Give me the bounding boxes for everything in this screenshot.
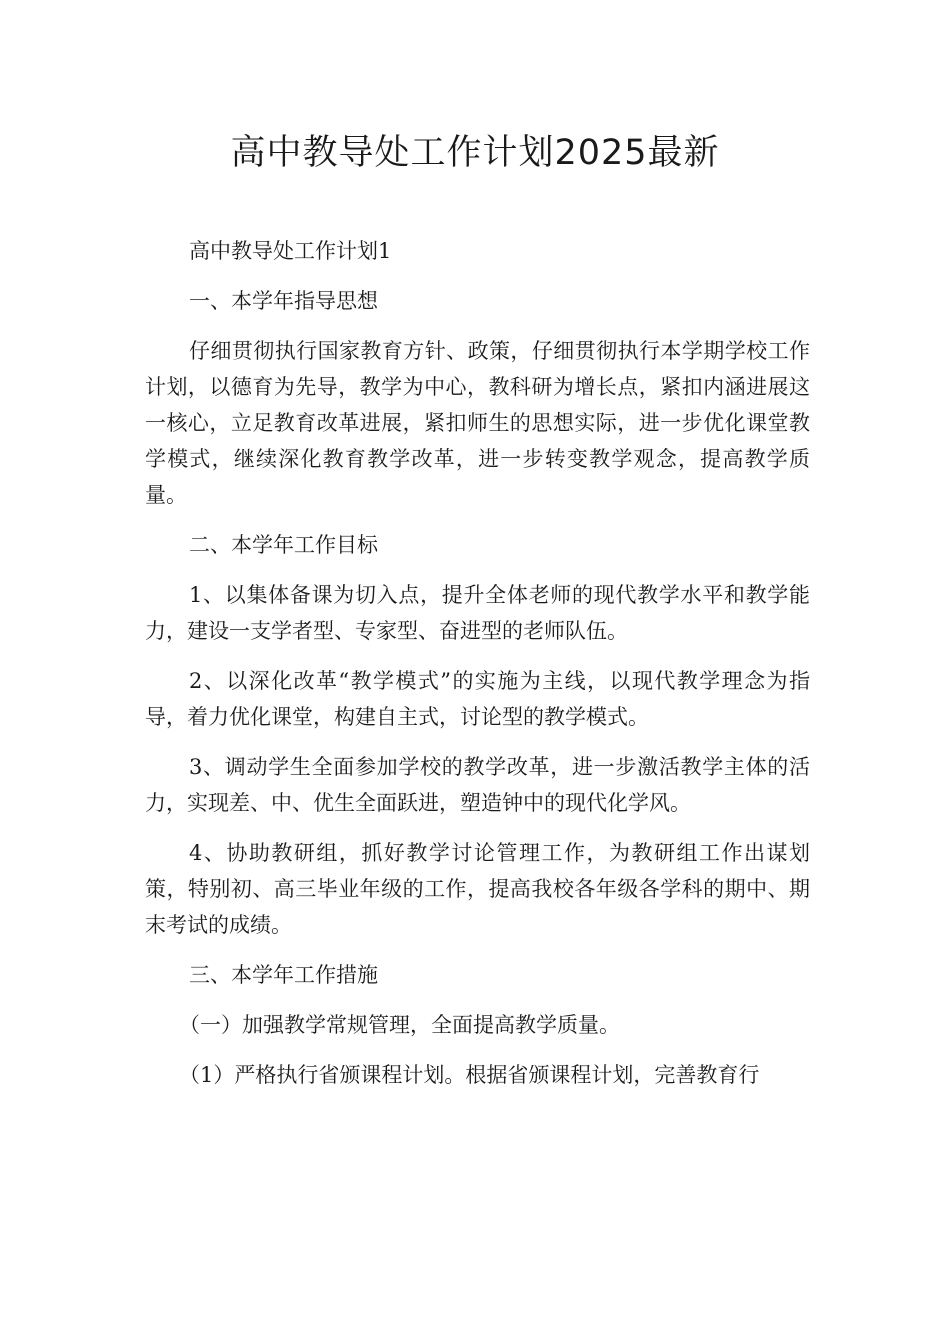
document-body: [145, 233, 810, 1107]
body-paragraph: （1）严格执行省颁课程计划。根据省颁课程计划，完善教育行: [179, 1063, 760, 1087]
body-paragraph: 仔细贯彻执行国家教育方针、政策，仔细贯彻执行本学期学校工作计划，以德育为先导，教学为中心，教科研为增长点，紧扣内涵进展这一核心，立足教育改革进展，紧扣师生的思想实际，进一步优化课堂教学模式，继续深化教育教学改革，进一步转变教学观念，提高教学质量。: [145, 339, 810, 507]
body-paragraph: 2、以深化改革“教学模式”的实施为主线，以现代教学理念为指导，着力优化课堂，构建自主式，讨论型的教学模式。: [145, 669, 810, 729]
section-heading: 三、本学年工作措施: [189, 963, 378, 987]
body-paragraph: 1、以集体备课为切入点，提升全体老师的现代教学水平和教学能力，建设一支学者型、专家型、奋进型的老师队伍。: [145, 583, 810, 643]
document-title: 高中教导处工作计划2025最新: [230, 133, 720, 173]
section-heading: 高中教导处工作计划1: [189, 239, 392, 263]
body-paragraph: 4、协助教研组，抓好教学讨论管理工作，为教研组工作出谋划策，特别初、高三毕业年级的工作，提高我校各年级各学科的期中、期末考试的成绩。: [145, 841, 810, 937]
section-heading: 一、本学年指导思想: [189, 289, 378, 313]
section-heading: 二、本学年工作目标: [189, 533, 378, 557]
sub-heading: （一）加强教学常规管理，全面提高教学质量。: [179, 1013, 620, 1037]
body-paragraph: 3、调动学生全面参加学校的教学改革，进一步激活教学主体的活力，实现差、中、优生全面跃进，塑造钟中的现代化学风。: [145, 755, 810, 815]
